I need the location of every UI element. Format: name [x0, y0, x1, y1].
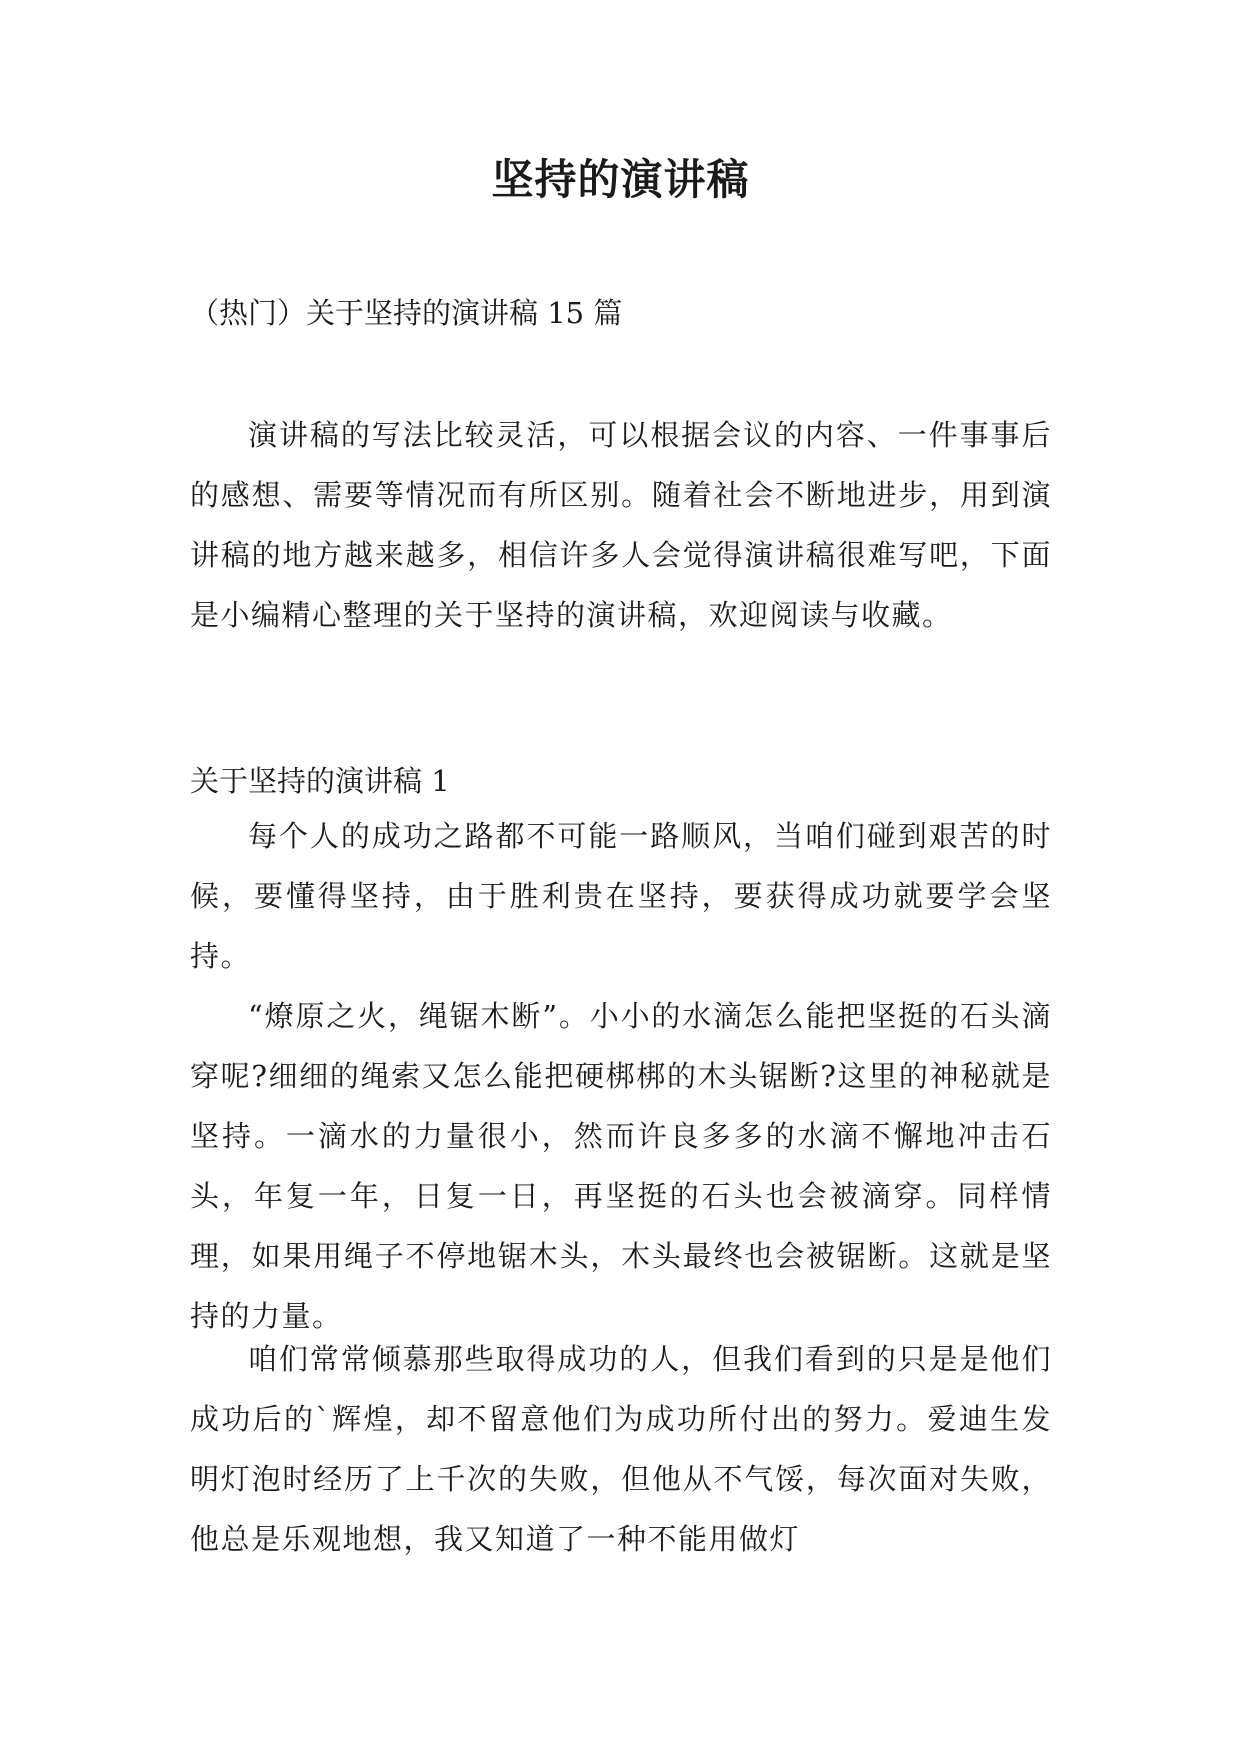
body-paragraph: 每个人的成功之路都不可能一路顺风，当咱们碰到艰苦的时候，要懂得坚持，由于胜利贵在坚持，要获得成功就要学会坚持。 [190, 819, 1052, 973]
document-title: 坚持的演讲稿 [491, 155, 750, 204]
section-heading: 关于坚持的演讲稿 1 [190, 764, 450, 798]
body-paragraph: 咱们常常倾慕那些取得成功的人，但我们看到的只是是他们成功后的`辉煌，却不留意他们为成功所付出的努力。爱迪生发明灯泡时经历了上千次的失败，但他从不气馁，每次面对失败，他总是乐观地想，我又知道了一种不能用做灯 [190, 1342, 1052, 1556]
body-paragraph: “燎原之火，绳锯木断”。小小的水滴怎么能把坚挺的石头滴穿呢?细细的绳索又怎么能把硬梆梆的木头锯断?这里的神秘就是坚持。一滴水的力量很小，然而许良多多的水滴不懈地冲击石头，年复一年，日复一日，再坚挺的石头也会被滴穿。同样情理，如果用绳子不停地锯木头，木头最终也会被锯断。这就是坚持的力量。 [190, 999, 1052, 1333]
document-subtitle: （热门）关于坚持的演讲稿 15 篇 [190, 296, 623, 330]
intro-paragraph: 演讲稿的写法比较灵活，可以根据会议的内容、一件事事后的感想、需要等情况而有所区别。随着社会不断地进步，用到演讲稿的地方越来越多，相信许多人会觉得演讲稿很难写吧，下面是小编精心整理的关于坚持的演讲稿，欢迎阅读与收藏。 [190, 418, 1052, 632]
